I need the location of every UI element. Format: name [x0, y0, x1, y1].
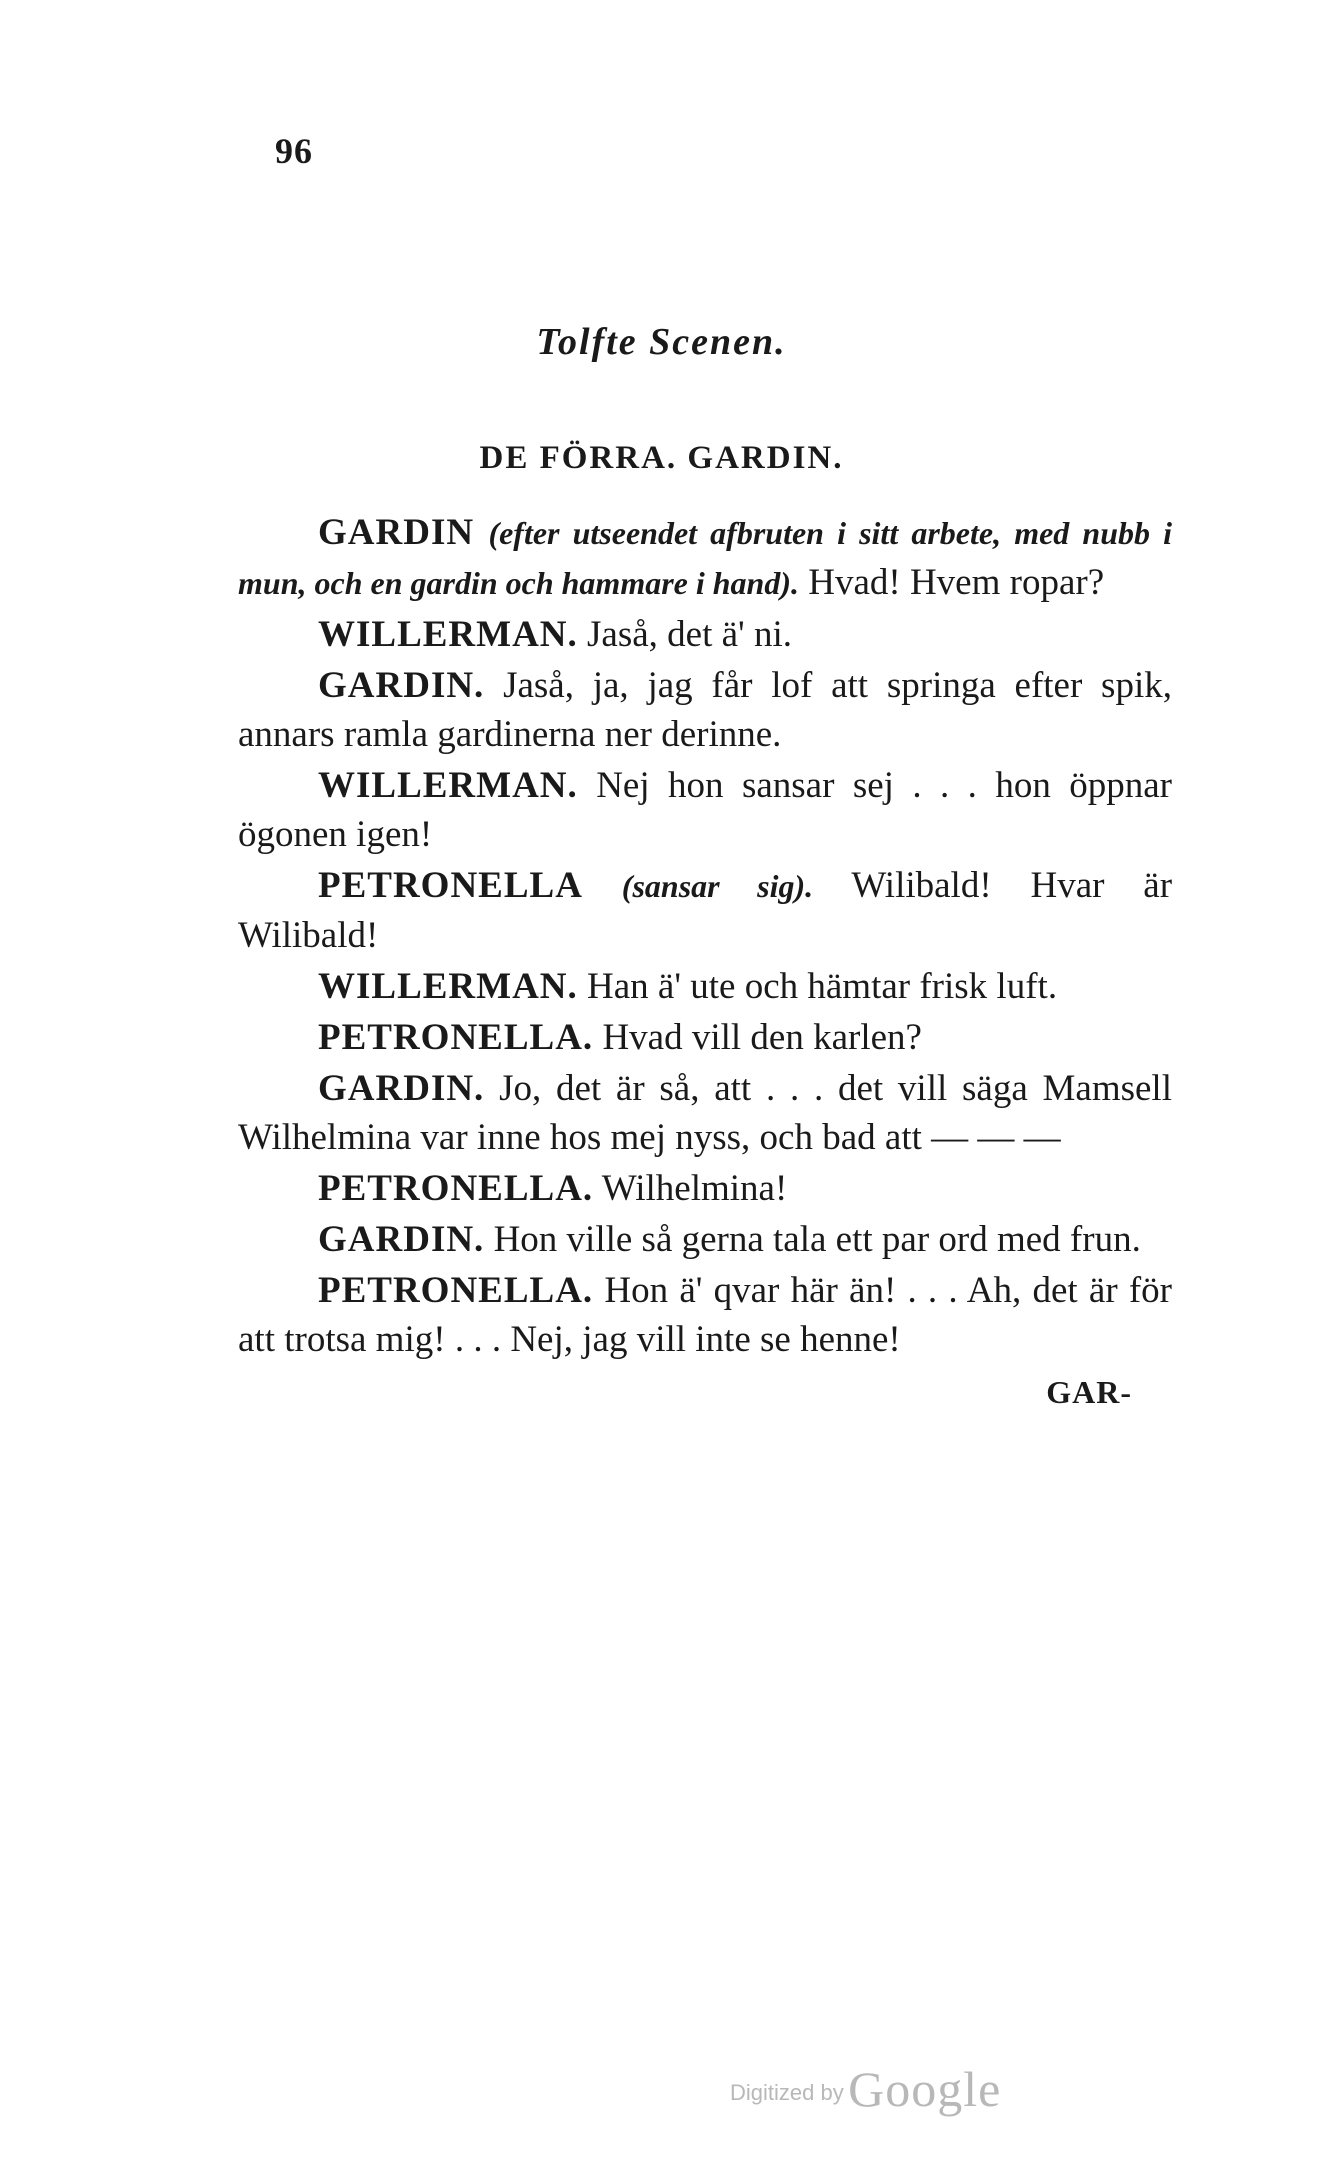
speaker-name: PETRONELLA. — [318, 1017, 594, 1058]
spoken-line: Wilhelmina! — [593, 1168, 788, 1209]
dialogue-paragraph — [238, 1064, 1172, 1162]
spoken-line: Jaså, det ä' ni. — [577, 614, 792, 655]
speaker-name: PETRONELLA — [318, 865, 583, 906]
catchword: GAR- — [1046, 1374, 1132, 1410]
dialogue-paragraph — [238, 1266, 1172, 1364]
dialogue-paragraph — [238, 1013, 1172, 1062]
speaker-name: WILLERMAN. — [318, 614, 578, 655]
dialogue-paragraph — [238, 761, 1172, 859]
dialogue-paragraph — [238, 1215, 1172, 1264]
dialogue-paragraph — [238, 1164, 1172, 1213]
scene-title: Tolfte Scenen. — [536, 321, 787, 363]
speaker-name: GARDIN — [318, 512, 475, 553]
speaker-name: PETRONELLA. — [318, 1168, 594, 1209]
speaker-name: GARDIN. — [318, 1068, 485, 1109]
speaker-name: GARDIN. — [318, 665, 485, 706]
dialogue-paragraph — [238, 661, 1172, 759]
cast-list: DE FÖRRA. GARDIN. — [479, 440, 844, 476]
stage-direction: (efter utseendet afbruten i sitt arbete, med nubb i mun, och en gardin och hammare i hand). — [238, 515, 1173, 601]
spoken-line: Hon ä' qvar här än! . . . Ah, det är för att trotsa mig! . . . Nej, jag vill inte se henne! — [238, 1270, 1172, 1360]
digitized-watermark — [730, 2060, 1001, 2118]
spoken-line: Nej hon sansar sej . . . hon öppnar ögonen igen! — [238, 765, 1172, 855]
dialogue-paragraph — [238, 610, 1172, 659]
spoken-line: Jaså, ja, jag får lof att springa efter spik, annars ramla gardinerna ner derinne. — [238, 665, 1172, 755]
dialogue-paragraph — [238, 962, 1172, 1011]
spoken-line: Hvad! Hvem ropar? — [799, 562, 1105, 603]
spoken-line: Han ä' ute och hämtar frisk luft. — [577, 966, 1058, 1007]
spoken-line: Wilibald! Hvar är Wilibald! — [238, 865, 1173, 956]
speaker-name: WILLERMAN. — [318, 966, 578, 1007]
spoken-line: Hon ville så gerna tala ett par ord med frun. — [484, 1219, 1141, 1260]
google-logo: Google — [848, 2061, 1002, 2117]
speaker-name: GARDIN. — [318, 1219, 485, 1260]
dialogue-paragraph — [238, 861, 1172, 960]
page-number: 96 — [275, 131, 313, 171]
watermark-prefix: Digitized by — [730, 2080, 844, 2105]
spoken-line: Jo, det är så, att . . . det vill säga Mamsell Wilhelmina var inne hos mej nyss, och bad att — — — — [238, 1068, 1172, 1158]
spoken-line: Hvad vill den karlen? — [593, 1017, 922, 1058]
stage-direction: (sansar sig). — [621, 868, 814, 904]
speaker-name: WILLERMAN. — [318, 765, 578, 806]
speaker-name: PETRONELLA. — [318, 1270, 594, 1311]
dialogue-body — [238, 508, 1172, 1417]
dialogue-paragraph — [238, 508, 1172, 608]
